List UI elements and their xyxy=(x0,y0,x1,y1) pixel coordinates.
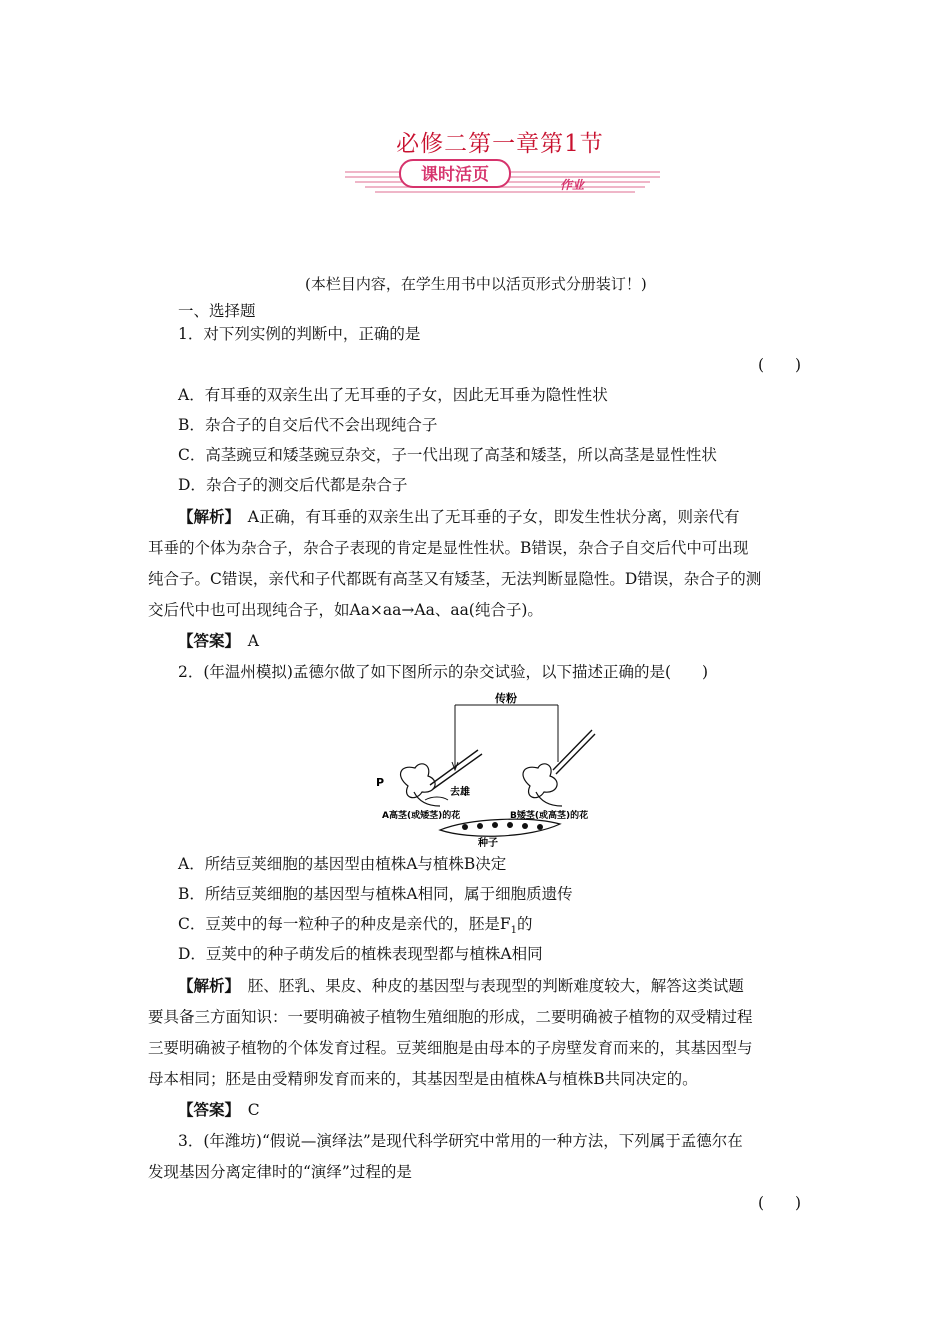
fig-p-label: P xyxy=(376,776,385,789)
q1-analysis-label: 【解析】 A正确，有耳垂的双亲生出了无耳垂的子女，即发生性状分离，则亲代有 xyxy=(178,507,740,526)
q1-option-c: C．高茎豌豆和矮茎豌豆杂交，子一代出现了高茎和矮茎，所以高茎是显性性状 xyxy=(178,446,717,464)
banner-graphic xyxy=(345,158,660,198)
q1-stem: 1．对下列实例的判断中，正确的是 xyxy=(178,325,421,343)
q2-analysis-line-4: 母本相同；胚是由受精卵发育而来的，其基因型是由植株A与植株B共同决定的。 xyxy=(148,1070,698,1088)
q3-answer-paren: ( ) xyxy=(758,1194,802,1212)
banner-main-text: 课时活页 xyxy=(421,165,489,185)
q2-option-a: A．所结豆荚细胞的基因型由植株A与植株B决定 xyxy=(178,855,507,873)
fig-pollination-label: 传粉 xyxy=(495,692,517,705)
q2-stem: 2．(年温州模拟)孟德尔做了如下图所示的杂交试验，以下描述正确的是( ) xyxy=(178,663,709,681)
q2-option-d: D．豆荚中的种子萌发后的植株表现型都与植株A相同 xyxy=(178,945,543,963)
q1-answer: 【答案】 A xyxy=(178,631,259,650)
section-heading: 一、选择题 xyxy=(178,302,256,320)
q1-option-d: D．杂合子的测交后代都是杂合子 xyxy=(178,476,408,494)
fig-seed-label: 种子 xyxy=(478,838,498,849)
q2-analysis-line-3: 三要明确被子植物的个体发育过程。豆荚细胞是由母本的子房壁发育而来的，其基因型与 xyxy=(148,1039,753,1057)
fig-right-caption: B矮茎(或高茎)的花 xyxy=(510,811,589,821)
q1-option-b: B．杂合子的自交后代不会出现纯合子 xyxy=(178,416,438,434)
binding-note: (本栏目内容，在学生用书中以活页形式分册装订！) xyxy=(305,275,647,293)
q1-option-a: A．有耳垂的双亲生出了无耳垂的子女，因此无耳垂为隐性性状 xyxy=(178,386,608,404)
q2-answer: 【答案】 C xyxy=(178,1100,260,1119)
q1-answer-paren: ( ) xyxy=(758,356,802,374)
q1-analysis-line-3: 纯合子。C错误，亲代和子代都既有高茎又有矮茎，无法判断显隐性。D错误，杂合子的测 xyxy=(148,570,762,588)
q2-option-c: C．豆荚中的每一粒种子的种皮是亲代的，胚是$F_1$的 xyxy=(178,915,533,937)
q3-stem-line-1: 3．(年潍坊)“假说—演绎法”是现代科学研究中常用的一种方法，下列属于孟德尔在 xyxy=(178,1132,743,1150)
banner-sub-text: 作业 xyxy=(560,178,585,192)
q2-option-b: B．所结豆荚细胞的基因型与植株A相同，属于细胞质遗传 xyxy=(178,885,573,903)
fig-emasculate-label: 去雄 xyxy=(450,787,470,798)
fig-left-caption: A高茎(或矮茎)的花 xyxy=(382,811,461,821)
q3-stem-line-2: 发现基因分离定律时的“演绎”过程的是 xyxy=(148,1163,412,1181)
q2-analysis-label: 【解析】 胚、胚乳、果皮、种皮的基因型与表现型的判断难度较大，解答这类试题 xyxy=(178,976,744,995)
pollination-diagram xyxy=(370,690,610,850)
q1-analysis-line-2: 耳垂的个体为杂合子，杂合子表现的肯定是显性性状。B错误，杂合子自交后代中可出现 xyxy=(148,539,749,557)
q2-analysis-line-2: 要具备三方面知识：一要明确被子植物生殖细胞的形成，二要明确被子植物的双受精过程 xyxy=(148,1008,753,1026)
q1-analysis-line-4: 交后代中也可出现纯合子，如Aa×aa→Aa、aa(纯合子)。 xyxy=(148,601,543,619)
page-title: 必修二第一章第1节 xyxy=(396,131,604,157)
